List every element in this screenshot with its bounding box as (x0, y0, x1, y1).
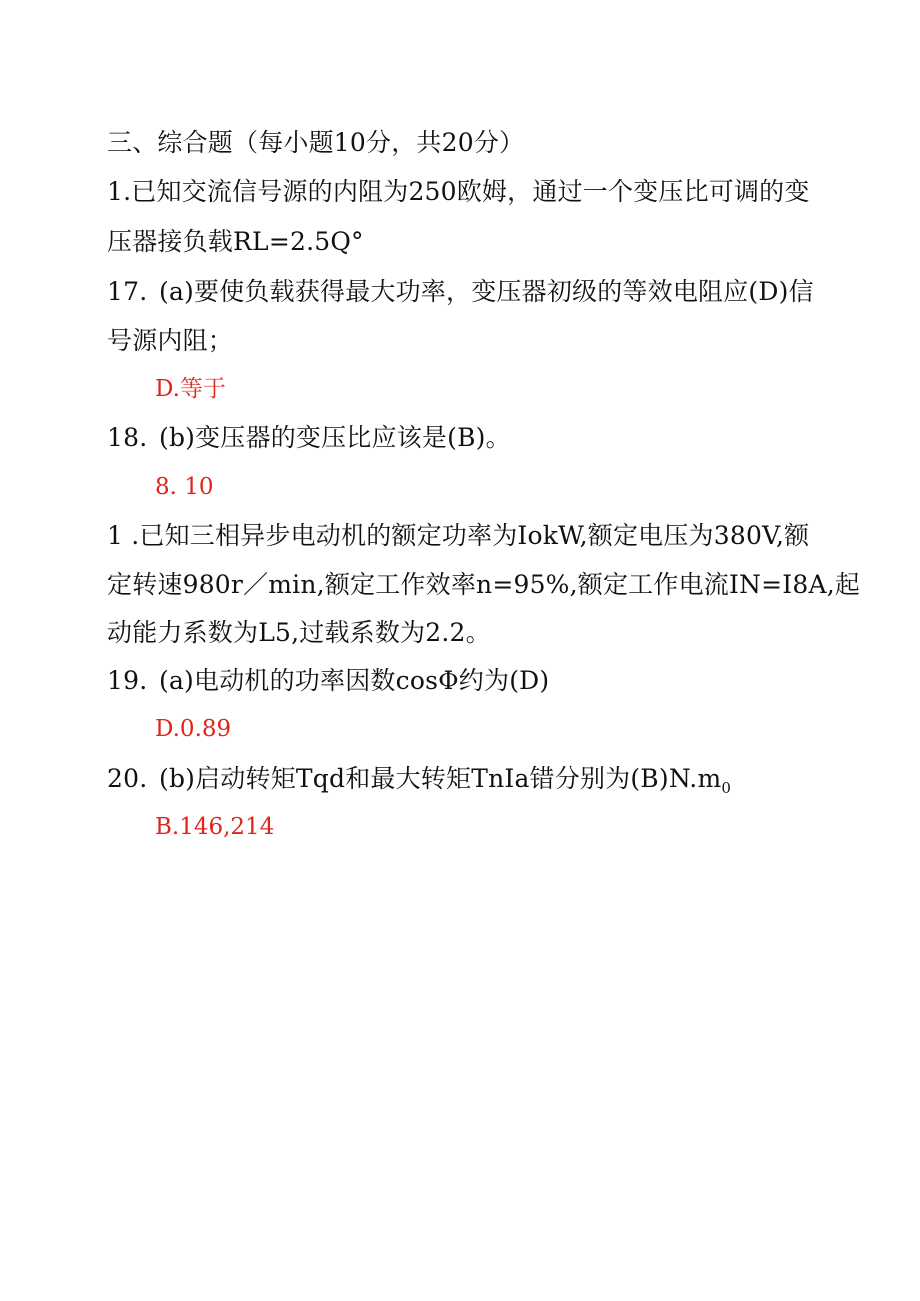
question-17-answer: D.等于 (155, 376, 226, 402)
question-17 (107, 276, 814, 308)
question-20-subscript: 0 (721, 779, 732, 797)
question-20-text: (b)启动转矩Tqd和最大转矩TnIa错分别为(B)N.m (159, 764, 722, 793)
question-19 (107, 665, 549, 697)
question-2-stem-line-3: 动能力系数为L5,过载系数为2.2。 (107, 618, 491, 647)
question-2-stem-line-1: 1 .已知三相异步电动机的额定功率为IokW,额定电压为380V,额 (107, 521, 810, 550)
question-20-answer: B.146,214 (155, 814, 275, 840)
question-17-text-line-2: 号源内阻； (107, 326, 234, 355)
question-1-stem-line-1: 1.已知交流信号源的内阻为250欧姆，通过一个变压比可调的变 (107, 177, 810, 206)
question-1-stem-line-2: 压器接负载RL=2.5Q° (107, 227, 364, 256)
question-20-number: 20. (107, 764, 148, 793)
question-18-answer: 8. 10 (155, 474, 214, 500)
question-19-text: (a)电动机的功率因数cosΦ约为(D) (159, 666, 550, 695)
question-18 (107, 422, 511, 454)
question-20 (107, 763, 731, 804)
question-19-number: 19. (107, 666, 148, 695)
question-18-number: 18. (107, 423, 148, 452)
question-2-stem-line-2: 定转速980r／min,额定工作效率n=95%,额定工作电流IN=I8A,起 (107, 570, 861, 599)
section-title: 三、综合题（每小题10分，共20分） (107, 128, 525, 157)
question-18-text: (b)变压器的变压比应该是(B)。 (159, 423, 511, 452)
question-19-answer: D.0.89 (155, 716, 232, 742)
question-17-text-line-1: (a)要使负载获得最大功率，变压器初级的等效电阻应(D)信 (159, 277, 814, 306)
question-17-number: 17. (107, 277, 148, 306)
